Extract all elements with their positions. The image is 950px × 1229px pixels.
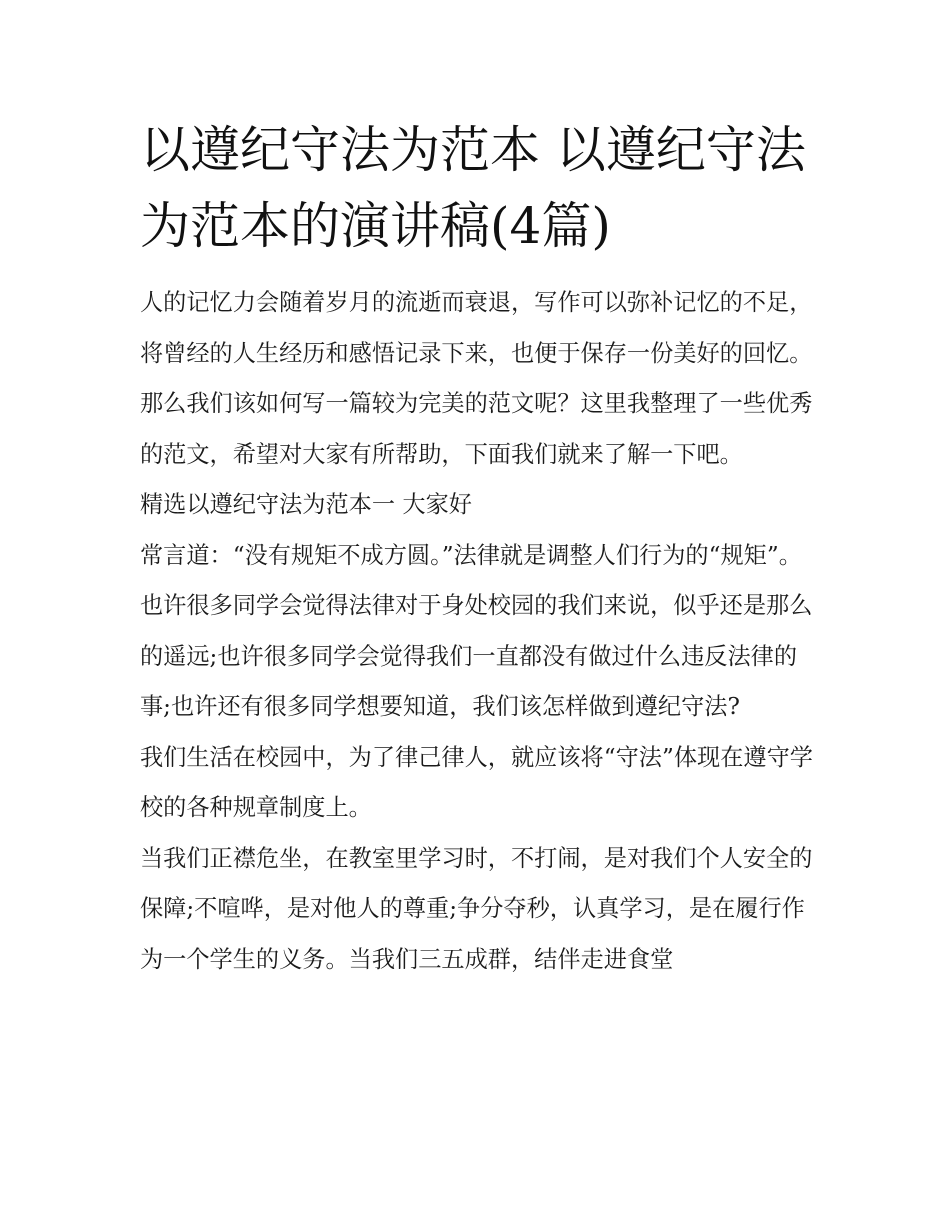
paragraph-intro: 人的记忆力会随着岁月的流逝而衰退，写作可以弥补记忆的不足，将曾经的人生经历和感悟记录下来，也便于保存一份美好的回忆。那么我们该如何写一篇较为完美的范文呢？这里我整理了一些优秀的范文，希望对大家有所帮助，下面我们就来了解一下吧。 (140, 289, 813, 468)
paragraph-section-heading: 精选以遵纪守法为范本一 大家好 (140, 491, 472, 518)
paragraph-campus: 我们生活在校园中，为了律己律人，就应该将“守法”体现在遵守学校的各种规章制度上。 (140, 743, 813, 821)
paragraph-rules: 常言道：“没有规矩不成方圆。”法律就是调整人们行为的“规矩”。也许很多同学会觉得法律对于身处校园的我们来说，似乎还是那么的遥远;也许很多同学会觉得我们一直都没有做过什么违反法律的事;也许还有很多同学想要知道，我们该怎样做到遵纪守法? (140, 541, 813, 720)
document-title: 以遵纪守法为范本 以遵纪守法为范本的演讲稿(4篇) (140, 121, 806, 255)
document-body (140, 278, 816, 985)
paragraph-classroom: 当我们正襟危坐，在教室里学习时，不打闹，是对我们个人安全的保障;不喧哗，是对他人的尊重;争分夺秒，认真学习，是在履行作为一个学生的义务。当我们三五成群，结伴走进食堂 (140, 844, 813, 973)
